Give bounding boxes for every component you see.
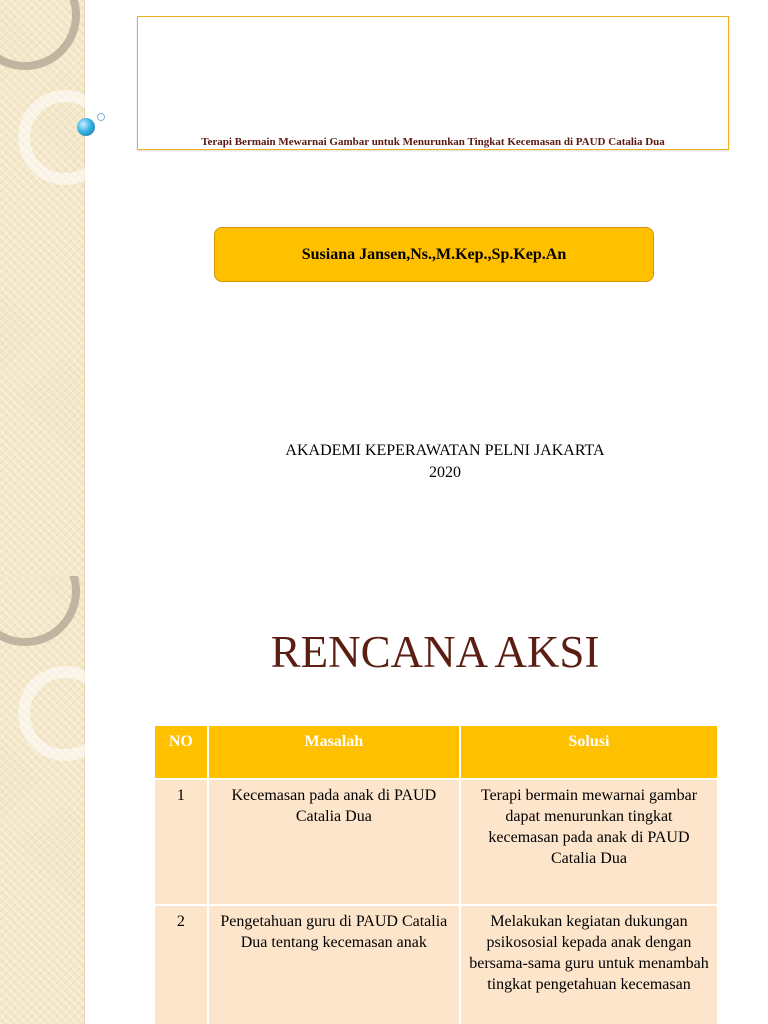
title-box <box>137 16 729 150</box>
institution-block <box>200 440 690 484</box>
cell-masalah: Kecemasan pada anak di PAUD Catalia Dua <box>208 779 460 905</box>
decorative-ring <box>0 0 80 70</box>
blue-bead-icon <box>77 118 95 136</box>
cell-solusi: Terapi bermain mewarnai gambar dapat menurunkan tingkat kecemasan pada anak di PAUD Catalia Dua <box>460 779 718 905</box>
author-badge: Susiana Jansen,Ns.,M.Kep.,Sp.Kep.An <box>214 227 654 282</box>
cell-solusi: Melakukan kegiatan dukungan psikososial kepada anak dengan bersama-sama guru untuk menambah tingkat pengetahuan kecemasan <box>460 905 718 1024</box>
decorative-sidebar <box>0 576 85 1024</box>
institution-year: 2020 <box>429 464 461 481</box>
decorative-ring <box>18 666 113 761</box>
header-solusi: Solusi <box>460 725 718 779</box>
cell-no: 1 <box>154 779 208 905</box>
action-plan-table <box>153 724 719 1024</box>
slide-action-plan <box>0 576 768 1024</box>
cell-no: 2 <box>154 905 208 1024</box>
header-no: NO <box>154 725 208 779</box>
decorative-sidebar <box>0 0 85 576</box>
header-masalah: Masalah <box>208 725 460 779</box>
small-bead-icon <box>97 113 105 121</box>
decorative-ring <box>0 576 80 646</box>
decorative-ring <box>18 90 113 185</box>
table-header-row <box>154 725 718 779</box>
cell-masalah: Pengetahuan guru di PAUD Catalia Dua tentang kecemasan anak <box>208 905 460 1024</box>
institution-name: AKADEMI KEPERAWATAN PELNI JAKARTA <box>285 442 605 459</box>
presentation-title: Terapi Bermain Mewarnai Gambar untuk Menurunkan Tingkat Kecemasan di PAUD Catalia Dua <box>201 136 665 148</box>
slide-title: RENCANA AKSI <box>270 627 600 677</box>
table-row <box>154 779 718 905</box>
table-row <box>154 905 718 1024</box>
